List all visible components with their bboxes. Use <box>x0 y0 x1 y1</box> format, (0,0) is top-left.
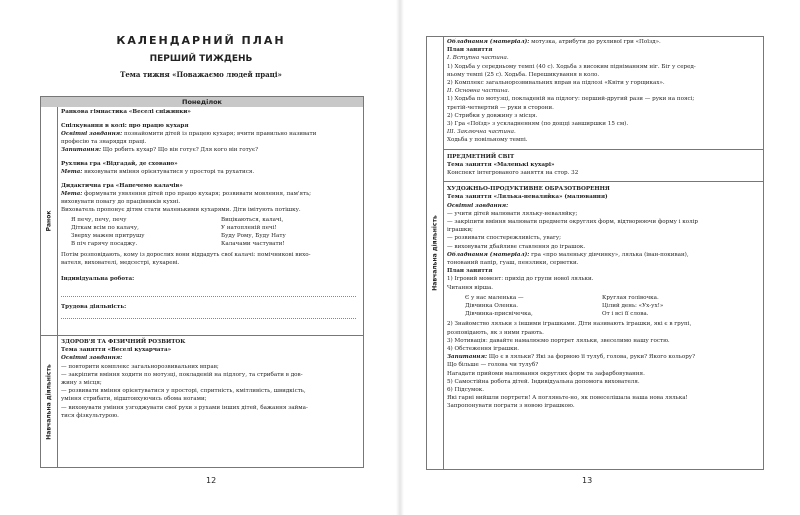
art-line: Що більше — голова чи тулуб? <box>447 362 539 369</box>
day-plan-table <box>40 96 364 468</box>
plan-line: План заняття <box>447 47 493 54</box>
art-line: Нагадати прийоми малювання округлих форм та зафарбовування. <box>447 370 645 377</box>
line-lead: Запитання: <box>61 147 102 153</box>
poem-line-right: Вицікаються, калачі, <box>221 217 284 223</box>
art-line: 1) Ігровий момент: прихід до групи нової ляльки. <box>447 276 594 283</box>
edu-line: уміння стрибати, відштовхуючись обома ногами; <box>61 396 207 403</box>
side-edu-right-text: Навчальна діяльність <box>431 215 439 291</box>
art-line: 4) Обстеження іграшки. <box>447 346 520 352</box>
art-line: 3) Мотивація: давайте намалюємо портрет ляльки, звеселимо нашу гостю. <box>447 337 670 344</box>
side-label-edu <box>41 336 58 467</box>
art-line: 5) Самостійна робота дітей. Індивідуальна допомога вихователя. <box>447 378 640 385</box>
art-line: Освітні завдання: <box>447 202 509 209</box>
after-poem-line: вателя, вихователі, медсестрі, кухареві. <box>61 260 180 266</box>
side-label-edu-right <box>427 37 444 469</box>
poem-line-right: От і всі її слова. <box>602 311 649 318</box>
poem-line-right: Буду Рому, Буду Нату <box>221 233 286 239</box>
plan-line: III. Заключна частина. <box>447 129 516 136</box>
morning-line: Ранкова гімнастика «Веселі сніжинки» <box>61 109 191 115</box>
plan-line: 1) Ходьба у середньому темпі (40 с). Ходьба з високим підніманням ніг. Біг у серед- <box>447 63 696 70</box>
art-line: Запропонувати пограти з новою іграшкою. <box>447 403 575 410</box>
art-line: — закріпити вміння малювати предмети округлих форм, відтворюючи форму і колір <box>447 219 698 225</box>
art-line: Обладнання (матеріал): гра «про маленьку дівчинку», лялька (іван-покиван), <box>447 251 689 258</box>
line-lead: Обладнання (матеріал): <box>447 39 530 45</box>
poem-line-right: Круглая голівочка. <box>602 294 659 301</box>
section-divider <box>444 181 763 182</box>
art-line: ХУДОЖНЬО-ПРОДУКТИВНЕ ОБРАЗОТВОРЕННЯ <box>447 186 610 193</box>
subject-line: ПРЕДМЕТНИЙ СВІТ <box>447 153 515 160</box>
morning-line: Дидактична гра «Напечемо калачів» <box>61 183 183 189</box>
section-divider <box>444 149 763 150</box>
morning-line: Спілкування в колі: про працю кухаря <box>61 123 189 129</box>
poem-line-left: Є у нас маленька — <box>465 294 524 301</box>
poem-line-right: Цілий день: «Ух-ух!» <box>602 303 664 309</box>
plan-line: 2) Комплекс загальнорозвивальних вправ на підлозі «Квіти у горщиках». <box>447 80 665 86</box>
side-morning-text: Ранок <box>45 210 53 232</box>
edu-line: — виховувати уміння узгоджувати свої рухи з рухами інших дітей, бажання займа- <box>61 404 308 411</box>
art-line: — виховувати дбайливе ставлення до іграшок. <box>447 243 586 250</box>
morning-line: Мета: формувати уявлення дітей про працю кухаря; розвивати мовлення, пам'ять; <box>61 191 312 197</box>
morning-line: Рухлива гра «Відгадай, де сховано» <box>61 161 178 167</box>
art-line: — розвивати спостережливість, увагу; <box>447 235 562 242</box>
edu-line: Освітні завдання: <box>61 355 123 362</box>
write-line <box>61 318 356 319</box>
plan-line: ньому темпі (25 с). Ходьба. Перешикування в коло. <box>447 71 600 78</box>
line-lead: Мета: <box>61 191 83 197</box>
art-line: План заняття <box>447 268 493 275</box>
art-line: 6) Підсумок. <box>447 387 485 393</box>
art-line: Які гарні вийшли портрети! А погляньте-но, як повеселішала наша нова лялька! <box>447 395 688 402</box>
art-line: Читання вірша. <box>447 284 494 291</box>
side-label-morning <box>41 107 58 335</box>
line-lead: Запитання: <box>447 354 488 361</box>
art-line: розповідають, як з ними грають. <box>447 329 544 336</box>
page-number-right: 13 <box>582 476 593 485</box>
edu-plan-table <box>426 36 764 470</box>
poem-line-left: Я печу, печу, печу <box>71 217 127 223</box>
page-title: КАЛЕНДАРНИЙ ПЛАН <box>116 34 286 47</box>
art-line: — учити дітей малювати ляльку-неваляйку; <box>447 210 578 217</box>
labor-activity-label: Трудова діяльність: <box>61 304 127 310</box>
line-lead: Мета: <box>61 169 83 175</box>
plan-line: Обладнання (матеріал): мотузка, атрибути до рухливої гри «Поїзд». <box>447 39 661 45</box>
poem-line-right: У натопленій печі! <box>221 225 277 231</box>
morning-line: Мета: виховувати вміння орієнтуватися у просторі та рухатися. <box>61 169 255 175</box>
morning-line: професію та знаряддя праці. <box>61 139 147 145</box>
poem-line-left: Дівчинка Оленка. <box>465 303 519 309</box>
week-title: ПЕРШИЙ ТИЖДЕНЬ <box>149 54 253 64</box>
art-line: 2) Знайомство ляльки з іншими іграшками. Діти називають іграшки, які є в групі, <box>447 321 692 328</box>
edu-line: — розвивати вміння орієнтуватися у просторі, спритність, кмітливість, швидкість, <box>61 388 306 395</box>
side-edu-text: Навчальна діяльність <box>45 363 53 440</box>
art-line: Запитання: Що є в ляльки? Які за формою її тулуб, голова, руки? Якого кольору? <box>447 354 696 361</box>
morning-line: Вихователь пропонує дітям стати маленькими кухарями. Діти імітують потішку. <box>61 207 301 213</box>
edu-line: Тема заняття «Веселі кухарчата» <box>61 347 172 354</box>
subject-line: Тема заняття «Маленькі кухарі» <box>447 161 555 168</box>
page-number: 12 <box>206 476 217 485</box>
day-header: Понеділок <box>41 97 363 107</box>
plan-line: Ходьба у повільному темпі. <box>447 137 528 144</box>
art-line: іграшки; <box>447 227 473 234</box>
section-divider <box>41 335 363 336</box>
poem-line-left: Діткам всім по калачу, <box>71 225 139 231</box>
poem-line-left: В піч гарячу посаджу. <box>71 241 138 247</box>
plan-line: 1) Ходьба по мотузці, покладеній на підлогу: перший-другий рази — руки на поясі; <box>447 96 695 103</box>
write-line <box>61 296 356 297</box>
line-lead: Обладнання (матеріал): <box>447 251 530 258</box>
plan-line: 2) Стрибки у довжину з місця. <box>447 112 538 119</box>
poem-line-left: Дівчинка-присвічечка, <box>465 311 533 318</box>
right-page <box>402 0 800 515</box>
poem-line-left: Зверху мажем притрушу <box>71 233 145 239</box>
week-theme: Тема тижня «Поважаємо людей праці» <box>120 70 282 79</box>
edu-line: — повторити комплекс загальнорозвивальних вправ; <box>61 363 219 370</box>
after-poem-line: Потім розповідають, кому із дорослих вони віддадуть свої калачі: помічникові вихо- <box>61 252 311 258</box>
edu-line: жину з місця; <box>61 380 102 386</box>
edu-line: — закріпити вміння ходити по мотузці, покладеній на підлогу, та стрибати в дов- <box>61 371 303 378</box>
subject-line: Конспект інтегрованого заняття на стор. 32 <box>447 170 579 176</box>
morning-line: Освітні завдання: познайомити дітей із працею кухаря; вчити правильно називати <box>61 131 317 137</box>
art-line: тонований папір, гуаш, пензлики, серветки. <box>447 260 579 266</box>
plan-line: II. Основна частина. <box>447 88 510 95</box>
morning-line: Запитання: Що робить кухар? Що він готує? Для кого він готує? <box>61 147 259 153</box>
morning-line: виховувати повагу до працівників кухні. <box>61 199 181 205</box>
plan-line: I. Вступна частина. <box>447 55 509 62</box>
plan-line: третій-четвертий — руки в сторони. <box>447 104 554 111</box>
edu-line: ЗДОРОВ'Я ТА ФІЗИЧНИЙ РОЗВИТОК <box>61 339 186 345</box>
art-line: Тема заняття «Лялька-неваляйка» (малювання) <box>447 194 608 201</box>
edu-line: тися фізкультурою. <box>61 412 119 419</box>
plan-line: 3) Гра «Поїзд» з ускладненням (по дощці завширшки 15 см). <box>447 121 629 127</box>
poem-line-right: Калачами частувати! <box>221 241 285 247</box>
individual-work-label: Індивідуальна робота: <box>61 276 135 282</box>
line-lead: Освітні завдання: <box>61 131 123 137</box>
